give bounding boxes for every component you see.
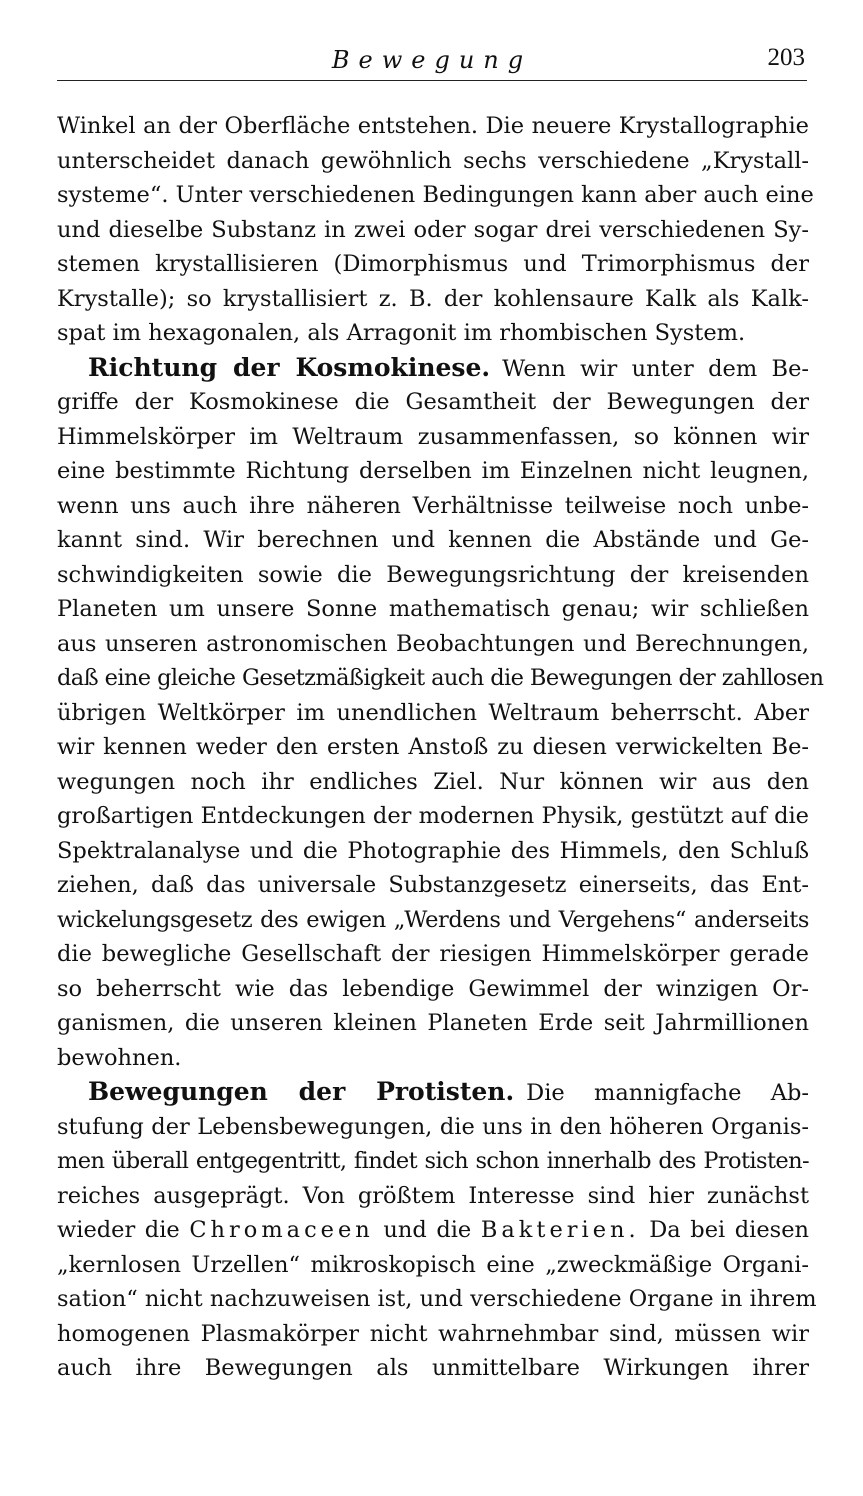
text-line: wegungen noch ihr endliches Ziel. Nur können wir aus den xyxy=(57,768,809,795)
text-fragment: und die xyxy=(383,1217,472,1243)
text-line: wenn uns auch ihre näheren Verhältnisse teilweise noch unbe- xyxy=(57,492,809,519)
text-line: „kernlosen Urzellen“ mikroskopisch eine „zweckmäßige Organi- xyxy=(57,1251,809,1278)
header-rule xyxy=(57,80,807,81)
text-line: griffe der Kosmokinese die Gesamtheit der Bewegungen der xyxy=(57,389,809,415)
text-fragment: wieder die xyxy=(57,1217,180,1243)
text-line: Winkel an der Oberfläche entstehen. Die neuere Krystallographie xyxy=(57,113,809,139)
section-first-line xyxy=(57,1075,809,1110)
text-line-spaced xyxy=(57,1213,809,1248)
term-bakterien: Bakterien. xyxy=(480,1217,640,1243)
text-line: übrigen Weltkörper im unendlichen Weltraum beherrscht. Aber xyxy=(57,699,809,726)
text-line: aus unseren astronomischen Beobachtungen und Berechnungen, xyxy=(57,630,809,657)
text-line: sation“ nicht nachzuweisen ist, und verschiedene Organe in ihrem xyxy=(57,1286,817,1312)
text-line: eine bestimmte Richtung derselben im Einzelnen nicht leugnen, xyxy=(57,458,809,484)
text-fragment: Wenn wir unter dem Be- xyxy=(502,355,809,382)
text-line: stufung der Lebensbewegungen, die uns in den höheren Organis- xyxy=(57,1113,809,1140)
section-first-line xyxy=(57,351,809,386)
text-line: großartigen Entdeckungen der modernen Physik, gestützt auf die xyxy=(57,803,809,829)
text-line: wickelungsgesetz des ewigen „Werdens und Vergehens“ anderseits xyxy=(57,906,809,933)
text-line: schwindigkeiten sowie die Bewegungsrichtung der kreisenden xyxy=(57,561,809,588)
text-line: stemen krystallisieren (Dimorphismus und Trimorphismus der xyxy=(57,251,809,277)
running-head: Bewegung xyxy=(331,46,533,74)
text-line: Himmelskörper im Weltraum zusammenfassen, so können wir xyxy=(57,423,809,450)
text-line: systeme“. Unter verschiedenen Bedingungen kann aber auch eine xyxy=(57,182,814,208)
page-body xyxy=(57,109,824,1386)
text-line: und dieselbe Substanz in zwei oder sogar drei verschiedenen Sy- xyxy=(57,216,809,243)
text-line: so beherrscht wie das lebendige Gewimmel der winzigen Or- xyxy=(57,975,809,1002)
text-line: wir kennen weder den ersten Anstoß zu diesen verwickelten Be- xyxy=(57,734,809,760)
text-line: bewohnen. xyxy=(57,1044,182,1071)
text-line: die bewegliche Gesellschaft der riesigen Himmelskörper gerade xyxy=(57,941,809,967)
text-line: reiches ausgeprägt. Von größtem Interesse sind hier zunächst xyxy=(57,1182,809,1209)
page-header xyxy=(57,40,807,80)
text-fragment: Die mannigfache Ab- xyxy=(526,1080,810,1106)
text-line: Planeten um unsere Sonne mathematisch genau; wir schließen xyxy=(57,596,809,622)
section-heading-kosmokinese: Richtung der Kosmokinese. xyxy=(88,352,491,382)
text-line: unterscheidet danach gewöhnlich sechs verschiedene „Krystall- xyxy=(57,147,809,174)
section-heading-protisten: Bewegungen der Protisten. xyxy=(88,1077,515,1106)
page-number: 203 xyxy=(767,44,805,71)
text-line: kannt sind. Wir berechnen und kennen die Abstände und Ge- xyxy=(57,527,809,553)
text-line: men überall entgegentritt, findet sich schon innerhalb des Protisten- xyxy=(57,1148,809,1174)
text-line: daß eine gleiche Gesetzmäßigkeit auch die Bewegungen der zahllosen xyxy=(57,665,824,691)
text-line: ziehen, daß das universale Substanzgesetz einerseits, das Ent- xyxy=(57,872,809,898)
text-line: Spektralanalyse und die Photographie des Himmels, den Schluß xyxy=(57,837,809,864)
text-fragment: Da bei diesen xyxy=(649,1217,810,1243)
term-chromaceen: Chromaceen xyxy=(189,1217,374,1243)
text-line: Krystalle); so krystallisiert z. B. der kohlensaure Kalk als Kalk- xyxy=(57,285,809,312)
text-line: auch ihre Bewegungen als unmittelbare Wirkungen ihrer xyxy=(57,1355,809,1381)
text-line: spat im hexagonalen, als Arragonit im rhombischen System. xyxy=(57,320,746,346)
text-line: homogenen Plasmakörper nicht wahrnehmbar sind, müssen wir xyxy=(57,1320,809,1347)
text-line: ganismen, die unseren kleinen Planeten Erde seit Jahrmillionen xyxy=(57,1010,809,1036)
